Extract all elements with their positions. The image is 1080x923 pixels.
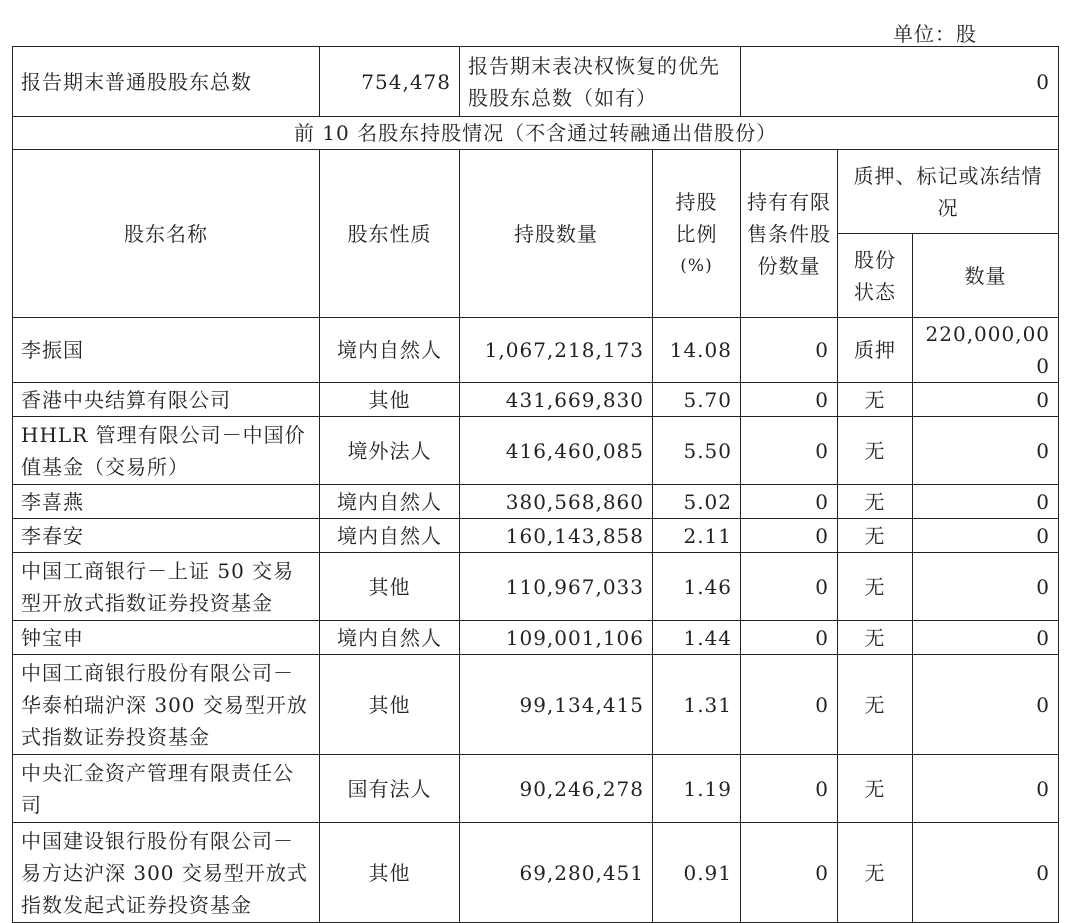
holder-quantity: 0 [913, 553, 1059, 621]
holder-nature: 境内自然人 [320, 519, 460, 553]
holder-nature: 境外法人 [320, 417, 460, 485]
holder-restricted: 0 [741, 417, 838, 485]
header-pledge-group: 质押、标记或冻结情况 [853, 163, 1043, 220]
holder-shares: 160,143,858 [460, 519, 653, 553]
common-holders-value: 754,478 [320, 47, 460, 117]
header-ratio: 持股比例 [675, 189, 718, 246]
holder-restricted: 0 [741, 383, 838, 417]
holder-name: 李喜燕 [13, 485, 320, 519]
header-ratio-unit: (%) [680, 255, 713, 276]
holder-ratio: 1.46 [653, 553, 741, 621]
holder-quantity: 0 [913, 383, 1059, 417]
holder-name: 李振国 [13, 318, 320, 383]
holder-name: 中国建设银行股份有限公司－易方达沪深 300 交易型开放式指数发起式证券投资基金 [13, 823, 320, 923]
table-row [13, 519, 1059, 553]
holder-restricted: 0 [741, 755, 838, 823]
shareholder-table [12, 46, 1059, 923]
holder-restricted: 0 [741, 553, 838, 621]
section-title: 前 10 名股东持股情况（不含通过转融通出借股份） [13, 117, 1059, 150]
holder-shares: 109,001,106 [460, 621, 653, 655]
holder-ratio: 1.31 [653, 655, 741, 755]
holder-ratio: 5.02 [653, 485, 741, 519]
holder-nature: 其他 [320, 553, 460, 621]
holder-status: 无 [838, 519, 913, 553]
header-status-cell [838, 234, 913, 318]
holder-nature: 其他 [320, 383, 460, 417]
holder-status: 无 [838, 553, 913, 621]
preferred-holders-value: 0 [741, 47, 1059, 117]
header-status: 股份状态 [854, 247, 896, 304]
holder-status: 无 [838, 417, 913, 485]
holder-status: 无 [838, 655, 913, 755]
unit-label: 单位：股 [893, 22, 977, 46]
holder-name: 中央汇金资产管理有限责任公司 [13, 755, 320, 823]
preferred-holders-label: 报告期末表决权恢复的优先股股东总数（如有） [460, 47, 741, 117]
header-pledge-group-cell [838, 150, 1059, 234]
holder-quantity: 0 [913, 621, 1059, 655]
holder-status: 无 [838, 621, 913, 655]
holder-restricted: 0 [741, 519, 838, 553]
holder-status: 无 [838, 383, 913, 417]
holder-restricted: 0 [741, 655, 838, 755]
holder-nature: 境内自然人 [320, 485, 460, 519]
table-row [13, 621, 1059, 655]
holder-shares: 99,134,415 [460, 655, 653, 755]
holder-status: 无 [838, 755, 913, 823]
holder-restricted: 0 [741, 485, 838, 519]
table-row [13, 823, 1059, 923]
holder-nature: 境内自然人 [320, 621, 460, 655]
holder-quantity: 0 [913, 485, 1059, 519]
holder-shares: 431,669,830 [460, 383, 653, 417]
holder-name: 香港中央结算有限公司 [13, 383, 320, 417]
holder-shares: 69,280,451 [460, 823, 653, 923]
summary-row [13, 47, 1059, 117]
holder-restricted: 0 [741, 318, 838, 383]
holder-name: 中国工商银行－上证 50 交易型开放式指数证券投资基金 [13, 553, 320, 621]
holder-shares: 90,246,278 [460, 755, 653, 823]
holder-nature: 其他 [320, 655, 460, 755]
holder-status: 质押 [838, 318, 913, 383]
holder-status: 无 [838, 485, 913, 519]
holder-name: HHLR 管理有限公司－中国价值基金（交易所） [13, 417, 320, 485]
header-row-1 [13, 150, 1059, 234]
holder-quantity: 0 [913, 823, 1059, 923]
header-quantity: 数量 [913, 234, 1059, 318]
holder-name: 钟宝申 [13, 621, 320, 655]
holder-shares: 416,460,085 [460, 417, 653, 485]
holder-nature: 境内自然人 [320, 318, 460, 383]
holder-shares: 380,568,860 [460, 485, 653, 519]
holder-quantity: 0 [913, 755, 1059, 823]
holder-nature: 其他 [320, 823, 460, 923]
table-row [13, 755, 1059, 823]
table-row [13, 383, 1059, 417]
holder-restricted: 0 [741, 823, 838, 923]
holder-name: 李春安 [13, 519, 320, 553]
holder-nature: 国有法人 [320, 755, 460, 823]
header-nature: 股东性质 [320, 150, 460, 318]
holder-ratio: 14.08 [653, 318, 741, 383]
holder-status: 无 [838, 823, 913, 923]
holder-quantity: 0 [913, 519, 1059, 553]
holder-ratio: 5.50 [653, 417, 741, 485]
header-restricted-cell [741, 150, 838, 318]
holder-restricted: 0 [741, 621, 838, 655]
holder-ratio: 1.19 [653, 755, 741, 823]
header-shares: 持股数量 [460, 150, 653, 318]
header-name: 股东名称 [13, 150, 320, 318]
holder-ratio: 0.91 [653, 823, 741, 923]
holder-ratio: 1.44 [653, 621, 741, 655]
header-restricted: 持有有限售条件股份数量 [747, 189, 831, 278]
table-row [13, 417, 1059, 485]
holder-name: 中国工商银行股份有限公司－华泰柏瑞沪深 300 交易型开放式指数证券投资基金 [13, 655, 320, 755]
holder-shares: 1,067,218,173 [460, 318, 653, 383]
holder-shares: 110,967,033 [460, 553, 653, 621]
table-row [13, 655, 1059, 755]
table-row [13, 553, 1059, 621]
holder-quantity: 220,000,000 [913, 318, 1059, 383]
table-row [13, 318, 1059, 383]
section-title-row [13, 117, 1059, 150]
holder-quantity: 0 [913, 655, 1059, 755]
header-ratio-cell [653, 150, 741, 318]
common-holders-label: 报告期末普通股股东总数 [13, 47, 320, 117]
holder-ratio: 2.11 [653, 519, 741, 553]
holder-quantity: 0 [913, 417, 1059, 485]
holder-ratio: 5.70 [653, 383, 741, 417]
table-row [13, 485, 1059, 519]
